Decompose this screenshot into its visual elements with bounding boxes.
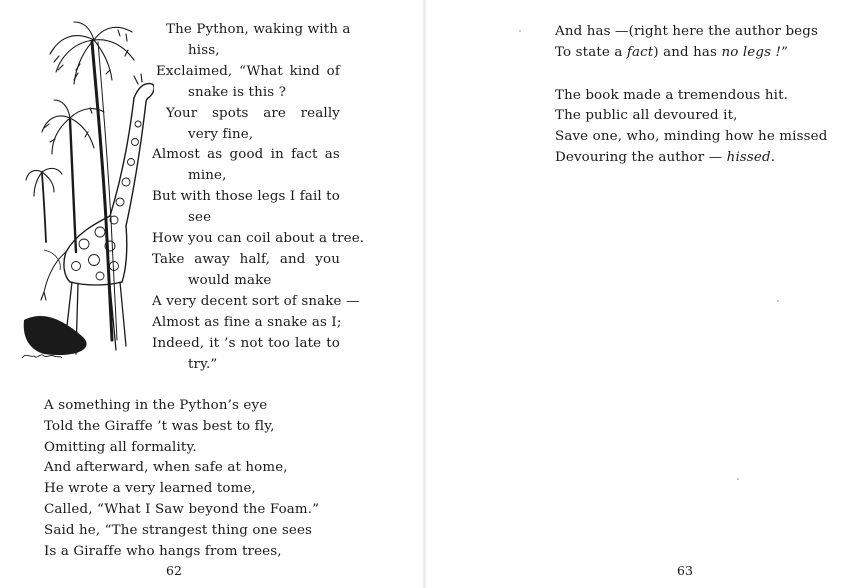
verse-word: away xyxy=(194,251,230,267)
verse-line xyxy=(150,104,340,125)
verse-line: A something in the Python’s eye xyxy=(44,398,268,413)
verse-line: hiss, xyxy=(188,42,220,58)
verse-line xyxy=(555,22,846,43)
paper-speck xyxy=(737,478,739,480)
verse-line: try.” xyxy=(188,356,218,372)
giraffe-under-palm-trees-illustration xyxy=(14,20,154,366)
verse-word: half, xyxy=(239,251,271,267)
verse-word: and xyxy=(279,251,306,267)
verse-line: would make xyxy=(188,272,272,288)
verse-word: Take xyxy=(152,251,185,267)
verse-word: I xyxy=(289,189,296,205)
page-number-right: 63 xyxy=(677,563,693,578)
verse-word: those xyxy=(215,189,253,205)
verse-line: How you can coil about a tree. xyxy=(152,231,365,247)
verse-line xyxy=(150,62,340,83)
verse-word: it xyxy=(209,335,220,351)
verse-word: really xyxy=(300,105,340,121)
verse-line xyxy=(555,106,846,127)
verse-line: He wrote a very learned tome, xyxy=(44,481,256,497)
verse-word: are xyxy=(263,105,286,121)
verse-word: good xyxy=(229,147,264,163)
verse-word: to xyxy=(326,189,340,205)
verse-line xyxy=(150,334,340,355)
verse-word: not xyxy=(240,335,264,351)
verse-line xyxy=(555,148,846,169)
verse-line xyxy=(555,127,846,148)
verse-line: And afterward, when safe at home, xyxy=(44,460,288,476)
verse-text: ) and has xyxy=(653,44,722,60)
verse-word: But xyxy=(152,189,177,205)
verse-line: Is a Giraffe who hangs from trees, xyxy=(44,543,282,559)
verse-line xyxy=(150,145,340,166)
right-page xyxy=(425,0,849,588)
verse-line xyxy=(555,43,846,64)
right-verse xyxy=(556,22,846,169)
verse-line xyxy=(555,86,846,107)
verse-word: in xyxy=(270,147,284,163)
verse-word: as xyxy=(207,147,223,163)
verse-word: too xyxy=(268,335,291,351)
verse-line: mine, xyxy=(188,168,227,184)
verse-word: fact xyxy=(291,147,318,163)
verse-word: with xyxy=(180,189,211,205)
verse-word: “What xyxy=(239,63,283,79)
verse-word: Exclaimed, xyxy=(156,63,233,79)
stanza-one xyxy=(556,22,846,64)
verse-line: Told the Giraffe ’t was best to fly, xyxy=(44,418,275,434)
verse-word: to xyxy=(326,335,340,351)
verse-word: fail xyxy=(299,189,322,205)
italic-text: no legs ! xyxy=(721,44,782,60)
verse-line: The Python, waking with a xyxy=(166,22,351,37)
verse-line: Said he, “The strangest thing one sees xyxy=(44,522,313,538)
verse-word: late xyxy=(295,335,322,351)
verse-text: The book made a tremendous hit. xyxy=(555,87,789,103)
page-number-left: 62 xyxy=(166,563,182,578)
verse-word: legs xyxy=(257,189,286,205)
verse-word: Your xyxy=(166,105,198,121)
top-stanza xyxy=(150,20,365,375)
italic-text: hissed xyxy=(726,149,771,165)
stanza-gap xyxy=(556,64,846,86)
verse-line: Almost as fine a snake as I; xyxy=(152,314,342,330)
verse-line xyxy=(150,187,340,208)
verse-line: A very decent sort of snake — xyxy=(152,293,360,309)
paper-speck xyxy=(519,30,521,32)
italic-text: fact xyxy=(626,44,654,60)
verse-word: kind xyxy=(289,63,320,79)
verse-text: . xyxy=(770,149,776,165)
verse-word: you xyxy=(315,251,340,267)
verse-word: of xyxy=(326,63,340,79)
verse-text: ” xyxy=(781,44,789,60)
verse-line: very fine, xyxy=(188,126,254,142)
verse-line: see xyxy=(188,210,212,226)
verse-text: Save one, who, minding how he missed xyxy=(555,129,828,145)
verse-text: To state a xyxy=(555,44,627,60)
stanza-two xyxy=(556,86,846,169)
verse-line: Called, “What I Saw beyond the Foam.” xyxy=(44,501,320,517)
verse-text: The public all devoured it, xyxy=(555,108,738,124)
verse-word: spots xyxy=(212,105,249,121)
verse-word: Almost xyxy=(152,147,200,163)
verse-text: And has —(right here the author begs xyxy=(555,24,818,39)
verse-text: Devouring the author — xyxy=(555,149,727,165)
verse-line xyxy=(150,250,340,271)
verse-word: as xyxy=(324,147,340,163)
paper-speck xyxy=(777,300,779,302)
verse-word: Indeed, xyxy=(152,335,205,351)
verse-word: ’s xyxy=(224,335,236,351)
left-page xyxy=(0,0,424,588)
verse-line: snake is this ? xyxy=(188,84,287,100)
verse-line: Omitting all formality. xyxy=(44,439,197,455)
bottom-stanza xyxy=(44,396,384,562)
